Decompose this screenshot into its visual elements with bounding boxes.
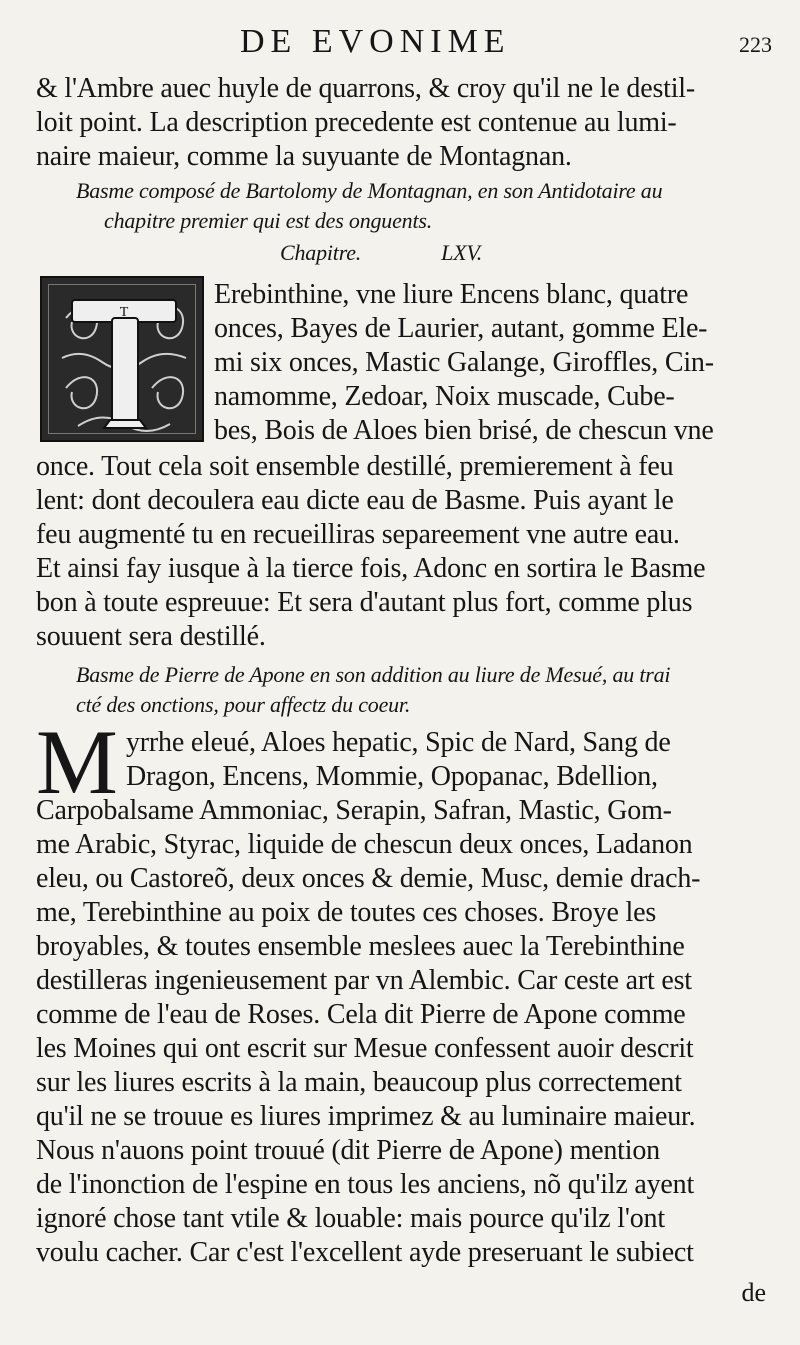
text-line: bes, Bois de Aloes bien brisé, de chescun vne	[214, 415, 714, 446]
paragraph-montagnan-recipe	[214, 278, 766, 448]
text-line: Erebinthine, vne liure Encens blanc, quatre	[214, 279, 689, 310]
ornament-icon	[42, 278, 206, 444]
text-line: loit point. La description precedente est contenue au lumi-	[36, 107, 677, 138]
text-line: destilleras ingenieusement par vn Alembic. Car ceste art est	[36, 965, 692, 996]
text-line: me, Terebinthine au poix de toutes ces choses. Broye les	[36, 897, 657, 928]
text-line: comme de l'eau de Roses. Cela dit Pierre de Apone comme	[36, 999, 686, 1030]
chapter-heading	[280, 238, 580, 268]
dropcap-letter: T	[119, 305, 129, 320]
initial-letter-m: M	[36, 711, 118, 813]
text-line: Nous n'auons point trouué (dit Pierre de Apone) mention	[36, 1135, 660, 1166]
text-line: Carpobalsame Ammoniac, Serapin, Safran, Mastic, Gom-	[36, 795, 672, 826]
text-line: lent: dont decoulera eau dicte eau de Basme. Puis ayant le	[36, 485, 674, 516]
paragraph-montagnan-continued	[36, 450, 766, 654]
text-line: broyables, & toutes ensemble meslees auec la Terebinthine	[36, 931, 685, 962]
text-line: naire maieur, comme la suyuante de Montagnan.	[36, 141, 572, 172]
text-line: les Moines qui ont escrit sur Mesue confessent auoir descrit	[36, 1033, 694, 1064]
text-line: me Arabic, Styrac, liquide de chescun deux onces, Ladanon	[36, 829, 693, 860]
text-line: namomme, Zedoar, Noix muscade, Cube-	[214, 381, 675, 412]
section-heading-montagnan	[76, 176, 766, 236]
text-line: Dragon, Encens, Mommie, Opopanac, Bdellion,	[126, 761, 658, 792]
text-line: souuent sera destillé.	[36, 621, 266, 652]
running-title: DE EVONIME	[240, 23, 511, 60]
catchword: de	[741, 1278, 766, 1307]
section-heading-apone	[76, 660, 766, 720]
text-line: bon à toute espreuue: Et sera d'autant plus fort, comme plus	[36, 587, 693, 618]
chapter-number: LXV.	[441, 240, 483, 265]
text-line: mi six onces, Mastic Galange, Giroffles, Cin-	[214, 347, 714, 378]
text-line: ignoré chose tant vtile & louable: mais pource qu'ilz l'ont	[36, 1203, 665, 1234]
heading-line: chapitre premier qui est des onguents.	[104, 208, 433, 233]
paragraph-intro	[36, 72, 766, 174]
paragraph-apone-recipe	[126, 726, 766, 794]
page-header	[0, 22, 800, 62]
text-line: qu'il ne se trouue es liures imprimez & au luminaire maieur.	[36, 1101, 696, 1132]
decorated-initial-t	[40, 276, 204, 442]
text-line: once. Tout cela soit ensemble destillé, premierement à feu	[36, 451, 674, 482]
text-line: voulu cacher. Car c'est l'excellent ayde preseruant le subiect	[36, 1237, 694, 1268]
heading-line: cté des onctions, pour affectz du coeur.	[76, 692, 411, 717]
text-line: feu augmenté tu en recueilliras separeement vne autre eau.	[36, 519, 680, 550]
paragraph-apone-continued	[36, 794, 766, 1270]
text-line: & l'Ambre auec huyle de quarrons, & croy qu'il ne le destil-	[36, 73, 696, 104]
page-number: 223	[739, 32, 772, 57]
heading-line: Basme de Pierre de Apone en son addition au liure de Mesué, au trai	[76, 662, 671, 687]
text-line: eleu, ou Castoreõ, deux onces & demie, Musc, demie drach-	[36, 863, 701, 894]
text-line: de l'inonction de l'espine en tous les anciens, nõ qu'ilz ayent	[36, 1169, 695, 1200]
heading-line: Basme composé de Bartolomy de Montagnan, en son Antidotaire au	[76, 178, 663, 203]
text-line: yrrhe eleué, Aloes hepatic, Spic de Nard, Sang de	[126, 727, 671, 758]
chapter-label: Chapitre.	[280, 240, 362, 265]
text-line: Et ainsi fay iusque à la tierce fois, Adonc en sortira le Basme	[36, 553, 706, 584]
text-line: sur les liures escrits à la main, beaucoup plus correctement	[36, 1067, 682, 1098]
text-line: onces, Bayes de Laurier, autant, gomme Ele-	[214, 313, 708, 344]
